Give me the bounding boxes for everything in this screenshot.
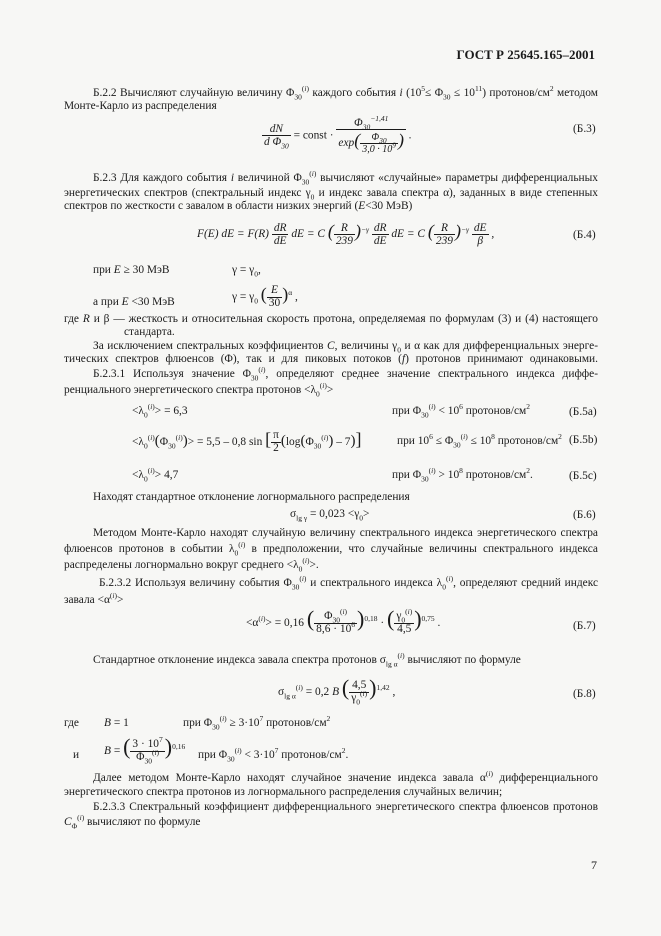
- equation-b3-number: (Б.3): [573, 123, 596, 135]
- para-montecarlo-line1: Методом Монте-Карло находят случайную величину спектрального индекса энергетического спектра: [93, 527, 598, 539]
- para-b233-line1: Б.2.3.3 Спектральный коэффициент дифференциального энергетического спектра флюенсов протонов: [93, 801, 598, 813]
- equation-b5c-condition: при $\Phi_{30}^{(i)} > 10^8$ протонов/$см^2$.: [392, 466, 533, 484]
- equation-b5c: $<\lambda_0^{(i)}> 4,7$: [132, 466, 179, 484]
- equation-b4-number: (Б.4): [573, 229, 596, 241]
- and-label: и: [73, 749, 80, 761]
- para-b22-line2: Монте-Карло из распределения: [64, 100, 217, 112]
- b-equals-power: B = ( $\frac{3 \cdot 10^7}{\Phi_{30}^{(i)}}$ )$^{0,16}$: [104, 734, 186, 766]
- equation-b7: $<\alpha^{(i)}> = 0,16$ ( $\frac{\Phi_{30}^{(i)}}{8,6 \cdot 10^6}$ )$^{0,18}$ · ( $\frac{\gamma_0^{(i)}}{4,5}$ )$^{0,75}$ .: [246, 606, 441, 635]
- para-montecarlo-line3: распределены логнормально вокруг среднего $<\lambda_0^{(i)}>$.: [64, 556, 319, 574]
- para-b233-line2: $C_\Phi^{(i)}$ вычисляют по формуле: [64, 813, 201, 831]
- equation-b8-number: (Б.8): [573, 688, 596, 700]
- equation-b7-number: (Б.7): [573, 620, 596, 632]
- equation-b3: $\frac{dN}{d \Phi_{30}}$ = const · $\Phi_{30}^{-1,41}$ exp( $\frac{\Phi_{30}}{3,0 \cdot 10^9}$ ) .: [264, 114, 412, 155]
- equation-b8: $\sigma_{lg \alpha}^{(i)} = 0,2$ B ( $\frac{4,5}{\gamma_0^{(i)}}$ )$^{1,42}$ ,: [278, 675, 396, 707]
- para-further-line2: энергетического спектра протонов из логнормального распределения случайных величин;: [64, 786, 503, 798]
- para-b23-line2: энергетических спектров (спектральный индекс $\gamma_0$ и индекс завала спектра α), заданных в виде степенных: [64, 187, 598, 202]
- equation-b5c-number: (Б.5с): [569, 470, 597, 482]
- condition-1-value: $\gamma = \gamma_0$,: [232, 264, 261, 279]
- para-where-line1: где R и β — жесткость и относительная скорость протона, определяемая по формулам (3) и (4) настоящего: [64, 313, 598, 325]
- b-equals-power-condition: при $\Phi_{30}^{(i)} < 3\cdot 10^7$ протонов/$см^2$.: [198, 746, 349, 764]
- equation-b5a-number: (Б.5а): [569, 406, 597, 418]
- equation-b5a-condition: при $\Phi_{30}^{(i)} < 10^6$ протонов/$см^2$: [392, 402, 530, 420]
- para-b232-line1: Б.2.3.2 Используя величину события $\Phi_{30}^{(i)}$ и спектрального индекса $\lambda_0^{(i)}$, определяют средний индекс: [99, 574, 598, 592]
- para-exception-line2: тических спектров флюенсов (Φ), так и для пиковых потоков (f) протонов принимают одинаковыми.: [64, 353, 598, 365]
- condition-2-value: $\gamma = \gamma_0$ ( $\frac{E}{30}$ )$^\alpha$ ,: [232, 284, 298, 309]
- para-std-deviation: Находят стандартное отклонение логнормального распределения: [93, 491, 410, 503]
- b-equals-one: B = 1: [104, 717, 129, 729]
- para-where-line2: стандарта.: [124, 326, 175, 338]
- page-number: 7: [591, 858, 597, 872]
- equation-b6-number: (Б.6): [573, 509, 596, 521]
- equation-b6: $\sigma_{lg \gamma} = 0,023 <\gamma_0>$: [290, 508, 370, 523]
- where-label: где: [64, 717, 79, 729]
- para-std-alpha: Стандартное отклонение индекса завала спектра протонов $\sigma_{lg \alpha}^{(i)}$ вычисляют по формуле: [93, 651, 521, 669]
- para-b23-line3: спектров по жесткости с завалом в области низких энергий (E<30 МэВ): [64, 200, 413, 212]
- para-b231-line2: ренциального энергетического спектра протонов $<\lambda_0^{(i)}>$: [64, 381, 334, 399]
- para-b231-line1: Б.2.3.1 Используя значение $\Phi_{30}^{(i)}$, определяют среднее значение спектрального индекса диффе-: [93, 365, 598, 383]
- para-further-line1: Далее методом Монте-Карло находят случайное значение индекса завала $\alpha^{(i)}$ дифференциального: [93, 769, 598, 784]
- equation-b5b-number: (Б.5b): [569, 434, 598, 446]
- para-montecarlo-line2: флюенсов протонов в событии $\lambda_0^{(i)}$ в предположении, что случайные величины спектрального индекса: [64, 540, 598, 558]
- equation-b5a: $<\lambda_0^{(i)}> = 6,3$: [132, 402, 188, 420]
- para-b232-line2: завала $<\alpha^{(i)}>$: [64, 591, 124, 606]
- equation-b4: F(E) dE = F(R) $\frac{dR}{dE}$ dE = C ( $\frac{R}{239}$ )$^{-\gamma}$ $\frac{dR}{dE}$ dE = C ( $\frac{R}{239}$ )$^{-\gamma}$ $\frac{dE}{\beta}$ ,: [197, 221, 495, 247]
- equation-b5b-condition: при $10^6 \le \Phi_{30}^{(i)} \le 10^8$ протонов/$см^2$: [397, 432, 562, 450]
- para-b22-line1: Б.2.2 Вычисляют случайную величину $\Phi_{30}^{(i)}$ каждого события i $(10^5\le \Phi_{30} \le 10^{11})$ протонов/$см^2$ методом: [93, 84, 598, 102]
- para-b23-line1: Б.2.3 Для каждого события i величиной $\Phi_{30}^{(i)}$ вычисляют «случайные» параметры дифференциальных: [93, 169, 598, 187]
- b-equals-one-condition: при $\Phi_{30}^{(i)} \ge 3\cdot 10^7$ протонов/$см^2$: [183, 714, 331, 732]
- condition-2-label: а при E <30 МэВ: [93, 296, 175, 308]
- equation-b5b: $<\lambda_0^{(i)}(\Phi_{30}^{(i)})> = 5,5 - 0,8$ sin [ $\frac{\pi}{2}$ $(\log(\Phi_{30}^{(i)}) - 7)$]: [132, 429, 362, 454]
- document-header: ГОСТ Р 25645.165–2001: [456, 47, 595, 62]
- para-exception-line1: За исключением спектральных коэффициентов C, величины $\gamma_0$ и α как для дифференциальных энерге-: [93, 340, 598, 355]
- condition-1-label: при E ≥ 30 МэВ: [93, 264, 170, 276]
